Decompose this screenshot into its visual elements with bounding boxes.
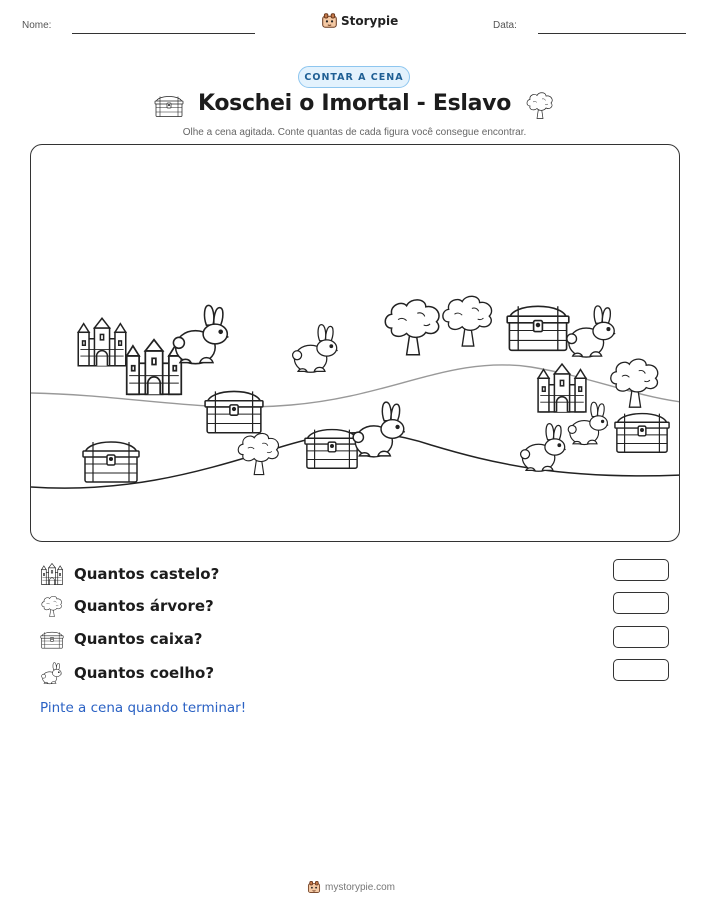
brand-name: Storypie [341, 13, 399, 28]
question-row-castle [40, 562, 219, 586]
chest-figure [205, 391, 263, 432]
castle-figure [538, 364, 586, 412]
rabbit-figure [293, 325, 338, 373]
chest-figure [507, 306, 569, 350]
tree-figure [611, 359, 658, 407]
castle-figure [127, 340, 182, 395]
tree-figure [385, 300, 439, 355]
date-label: Data: [493, 20, 517, 31]
counting-scene [30, 144, 680, 542]
answer-box-rabbit[interactable] [613, 659, 669, 681]
activity-badge: CONTAR A CENA [298, 66, 410, 88]
question-row-rabbit [40, 661, 214, 685]
tree-icon [525, 90, 555, 120]
storypie-mascot-icon [321, 12, 338, 29]
question-text: Quantos castelo? [74, 565, 220, 583]
color-instruction: Pinte a cena quando terminar! [40, 700, 247, 716]
scene-illustration [31, 145, 680, 542]
chest-icon [40, 627, 64, 651]
tree-figure [238, 433, 278, 474]
rabbit-figure [173, 305, 228, 363]
page-title: Koschei o Imortal - Eslavo [197, 91, 512, 116]
rabbit-figure [567, 306, 615, 357]
name-field-line[interactable] [72, 33, 255, 34]
date-field-line[interactable] [538, 33, 686, 34]
castle-icon [40, 562, 64, 586]
rabbit-figure [521, 424, 566, 472]
castle-figure [78, 318, 126, 366]
question-row-tree [40, 594, 214, 618]
footer-url: mystorypie.com [325, 881, 396, 893]
storypie-mascot-icon [307, 880, 321, 894]
question-text: Quantos caixa? [74, 630, 203, 648]
question-row-chest [40, 627, 203, 651]
chest-figure [83, 442, 139, 482]
rabbit-figure [353, 402, 405, 457]
question-text: Quantos árvore? [74, 597, 214, 615]
chest-figure [615, 414, 669, 453]
answer-box-tree[interactable] [613, 592, 669, 614]
tree-icon [40, 594, 64, 618]
brand-logo [321, 12, 398, 29]
page-subtitle: Olhe a cena agitada. Conte quantas de cada figura você consegue encontrar. [182, 127, 527, 138]
answer-box-chest[interactable] [613, 626, 669, 648]
answer-box-castle[interactable] [613, 559, 669, 581]
rabbit-icon [40, 661, 64, 685]
footer-brand [307, 880, 395, 894]
question-text: Quantos coelho? [74, 664, 215, 682]
tree-figure [443, 296, 492, 346]
chest-figure [305, 430, 359, 469]
name-label: Nome: [22, 20, 52, 31]
